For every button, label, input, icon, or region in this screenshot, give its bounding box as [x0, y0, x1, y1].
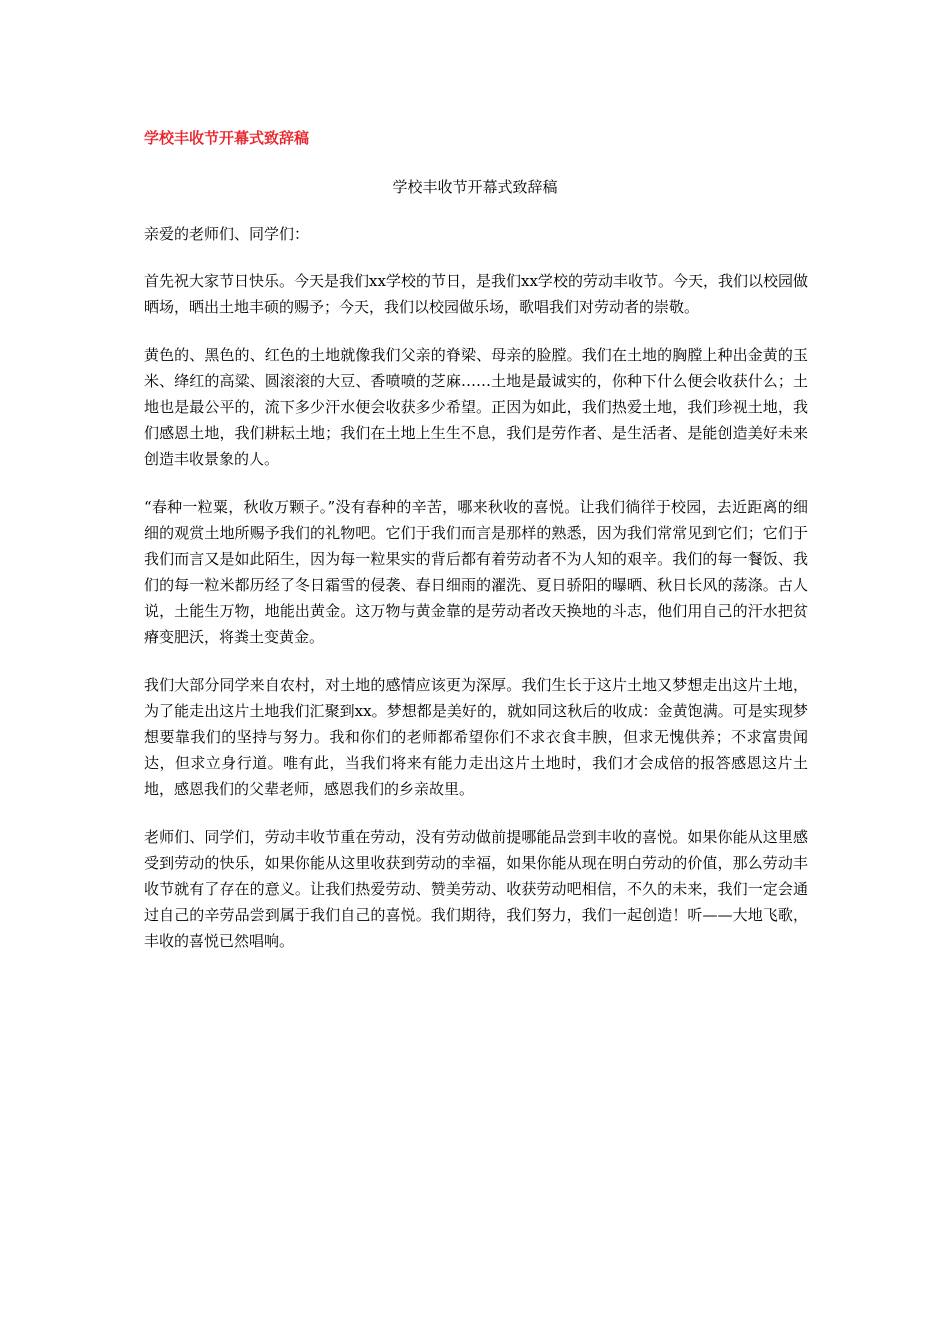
page-title: 学校丰收节开幕式致辞稿	[392, 178, 558, 196]
document-body	[144, 268, 808, 976]
paragraph-dreams: 我们大部分同学来自农村，对土地的感情应该更为深厚。我们生长于这片土地又梦想走出这片土地，为了能走出这片土地我们汇聚到xx。梦想都是美好的，就如同这秋后的收成：金黄饱满。可是实现梦想要靠我们的坚持与努力。我和你们的老师都希望你们不求衣食丰腴，但求无愧供养；不求富贵闻达，但求立身行道。唯有此，当我们将来有能力走出这片土地时，我们才会成倍的报答感恩这片土地，感恩我们的父辈老师，感恩我们的乡亲故里。	[144, 676, 808, 798]
paragraph-land: 黄色的、黑色的、红色的土地就像我们父亲的脊梁、母亲的脸膛。我们在土地的胸膛上种出金黄的玉米、绛红的高粱、圆滚滚的大豆、香喷喷的芝麻……土地是最诚实的，你种下什么便会收获什么；土地也是最公平的，流下多少汗水便会收获多少希望。正因为如此，我们热爱土地，我们珍视土地，我们感恩土地，我们耕耘土地；我们在土地上生生不息，我们是劳作者、是生活者、是能创造美好未来创造丰收景象的人。	[144, 346, 808, 468]
paragraph-closing: 老师们、同学们，劳动丰收节重在劳动，没有劳动做前提哪能品尝到丰收的喜悦。如果你能从这里感受到劳动的快乐，如果你能从这里收获到劳动的幸福，如果你能从现在明白劳动的价值，那么劳动丰收节就有了存在的意义。让我们热爱劳动、赞美劳动、收获劳动吧相信，不久的未来，我们一定会通过自己的辛劳品尝到属于我们自己的喜悦。我们期待，我们努力，我们一起创造！听——大地飞歌，丰收的喜悦已然唱响。	[144, 828, 808, 950]
paragraph-greeting: 首先祝大家节日快乐。今天是我们xx学校的节日，是我们xx学校的劳动丰收节。今天，我们以校园做晒场，晒出土地丰硕的赐予；今天，我们以校园做乐场，歌唱我们对劳动者的崇敬。	[144, 272, 808, 316]
document-header-title: 学校丰收节开幕式致辞稿	[144, 129, 310, 147]
salutation: 亲爱的老师们、同学们：	[144, 225, 310, 243]
paragraph-spring-autumn: “春种一粒粟，秋收万颗子。”没有春种的辛苦，哪来秋收的喜悦。让我们徜徉于校园，去近距离的细细的观赏土地所赐予我们的礼物吧。它们于我们而言是那样的熟悉，因为我们常常见到它们；它们于我们而言又是如此陌生，因为每一粒果实的背后都有着劳动者不为人知的艰辛。我们的每一餐饭、我们的每一粒米都历经了冬日霜雪的侵袭、春日细雨的濯洗、夏日骄阳的曝晒、秋日长风的荡涤。古人说，土能生万物，地能出黄金。这万物与黄金靠的是劳动者改天换地的斗志，他们用自己的汗水把贫瘠变肥沃，将粪土变黄金。	[144, 498, 808, 646]
